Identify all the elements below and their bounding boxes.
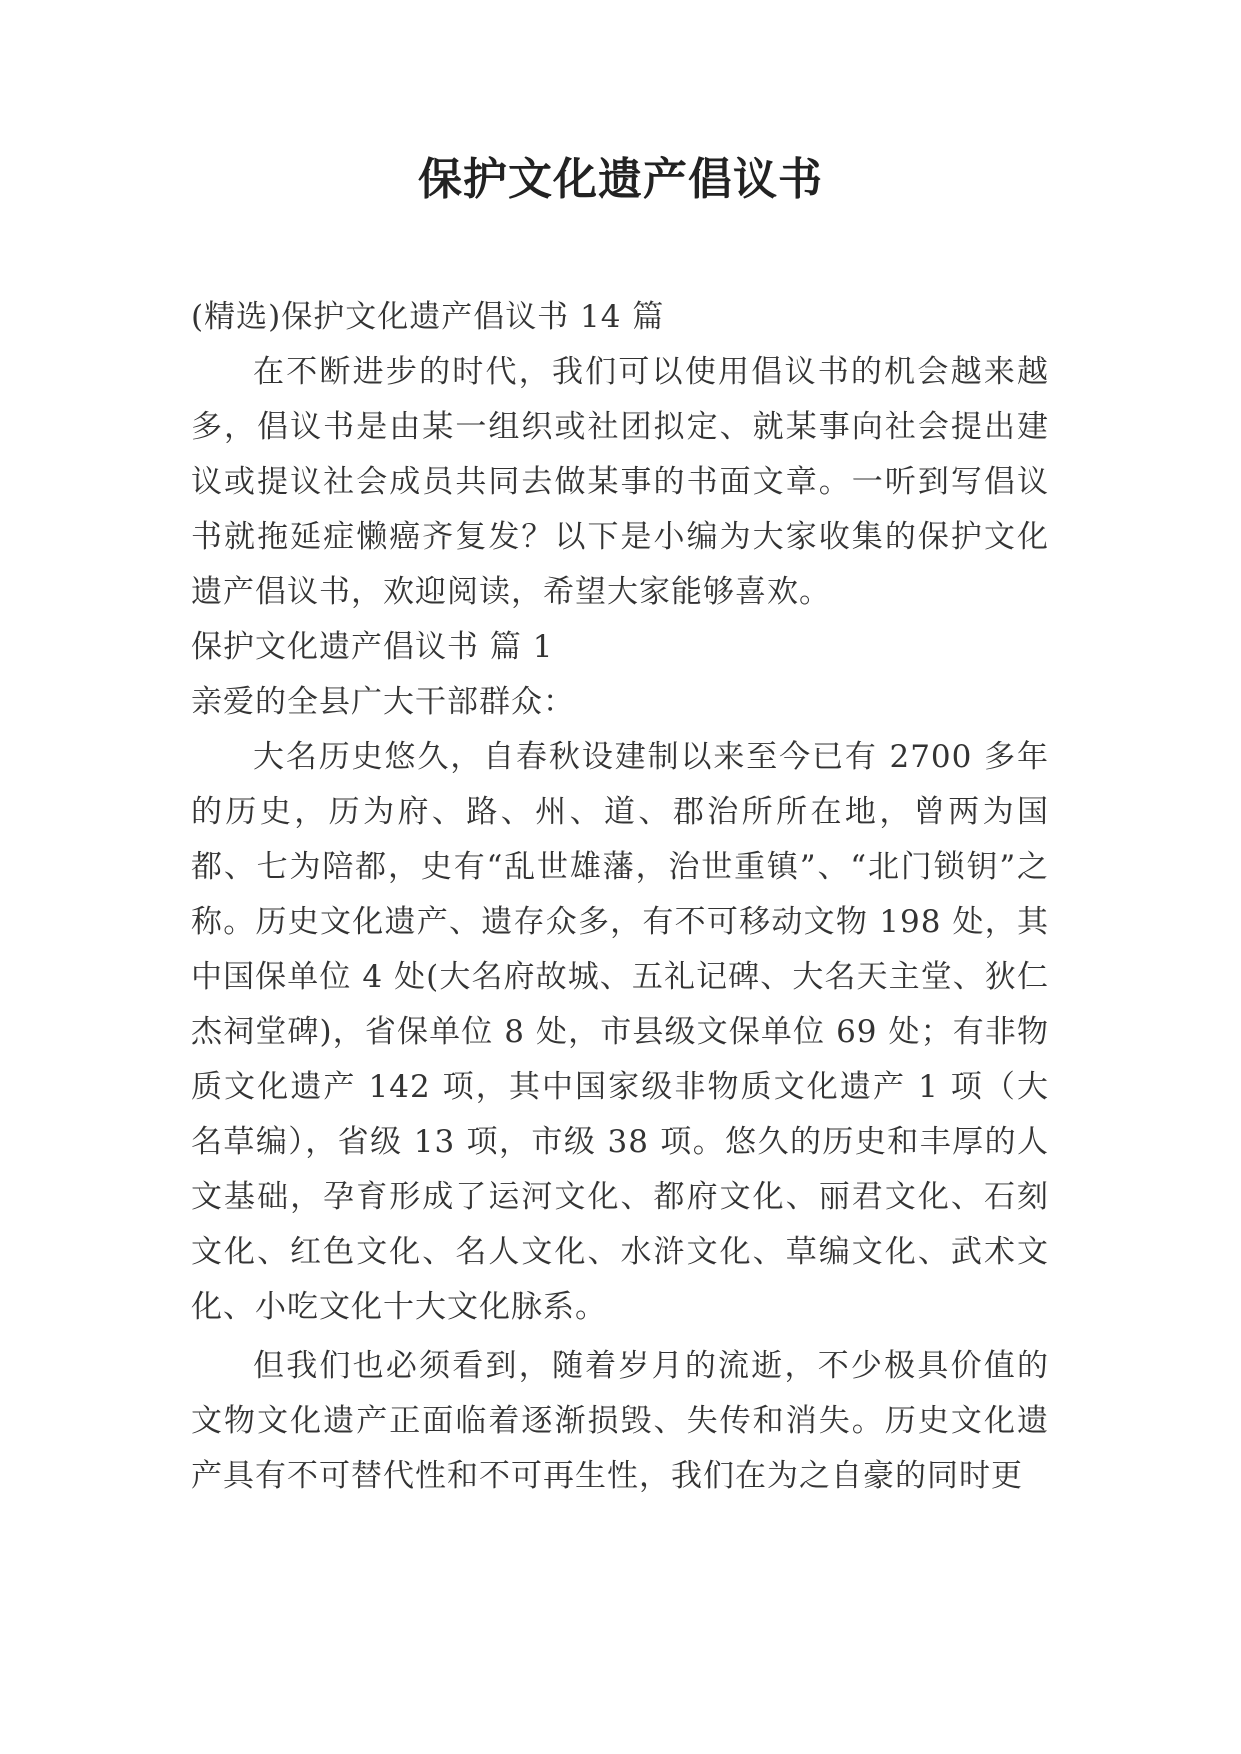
section-heading: 保护文化遗产倡议书 篇 1 <box>191 629 554 665</box>
body-paragraph-2: 但我们也必须看到，随着岁月的流逝，不少极具价值的文物文化遗产正面临着逐渐损毁、失传和消失。历史文化遗产具有不可替代性和不可再生性，我们在为之自豪的同时更 <box>191 1348 1049 1494</box>
intro-paragraph: 在不断进步的时代，我们可以使用倡议书的机会越来越多，倡议书是由某一组织或社团拟定、就某事向社会提出建议或提议社会成员共同去做某事的书面文章。一听到写倡议书就拖延症懒癌齐复发？以下是小编为大家收集的保护文化遗产倡议书，欢迎阅读，希望大家能够喜欢。 <box>191 354 1049 610</box>
document-body <box>191 290 1049 1504</box>
body-paragraph-1: 大名历史悠久，自春秋设建制以来至今已有 2700 多年的历史，历为府、路、州、道、郡治所所在地，曾两为国都、七为陪都，史有“乱世雄藩，治世重镇”、“北门锁钥”之称。历史文化遗产、遗存众多，有不可移动文物 198 处，其中国保单位 4 处(大名府故城、五礼记碑、大名天主堂、狄仁杰祠堂碑)，省保单位 8 处，市县级文保单位 69 处；有非物质文化遗产 142 项，其中国家级非物质文化遗产 1 项（大名草编），省级 13 项，市级 38 项。悠久的历史和丰厚的人文基础，孕育形成了运河文化、都府文化、丽君文化、石刻文化、红色文化、名人文化、水浒文化、草编文化、武术文化、小吃文化十大文化脉系。 <box>191 739 1049 1325</box>
document-subtitle: (精选)保护文化遗产倡议书 14 篇 <box>191 299 665 335</box>
document-title: 保护文化遗产倡议书 <box>418 154 823 205</box>
salutation: 亲爱的全县广大干部群众： <box>191 684 575 720</box>
